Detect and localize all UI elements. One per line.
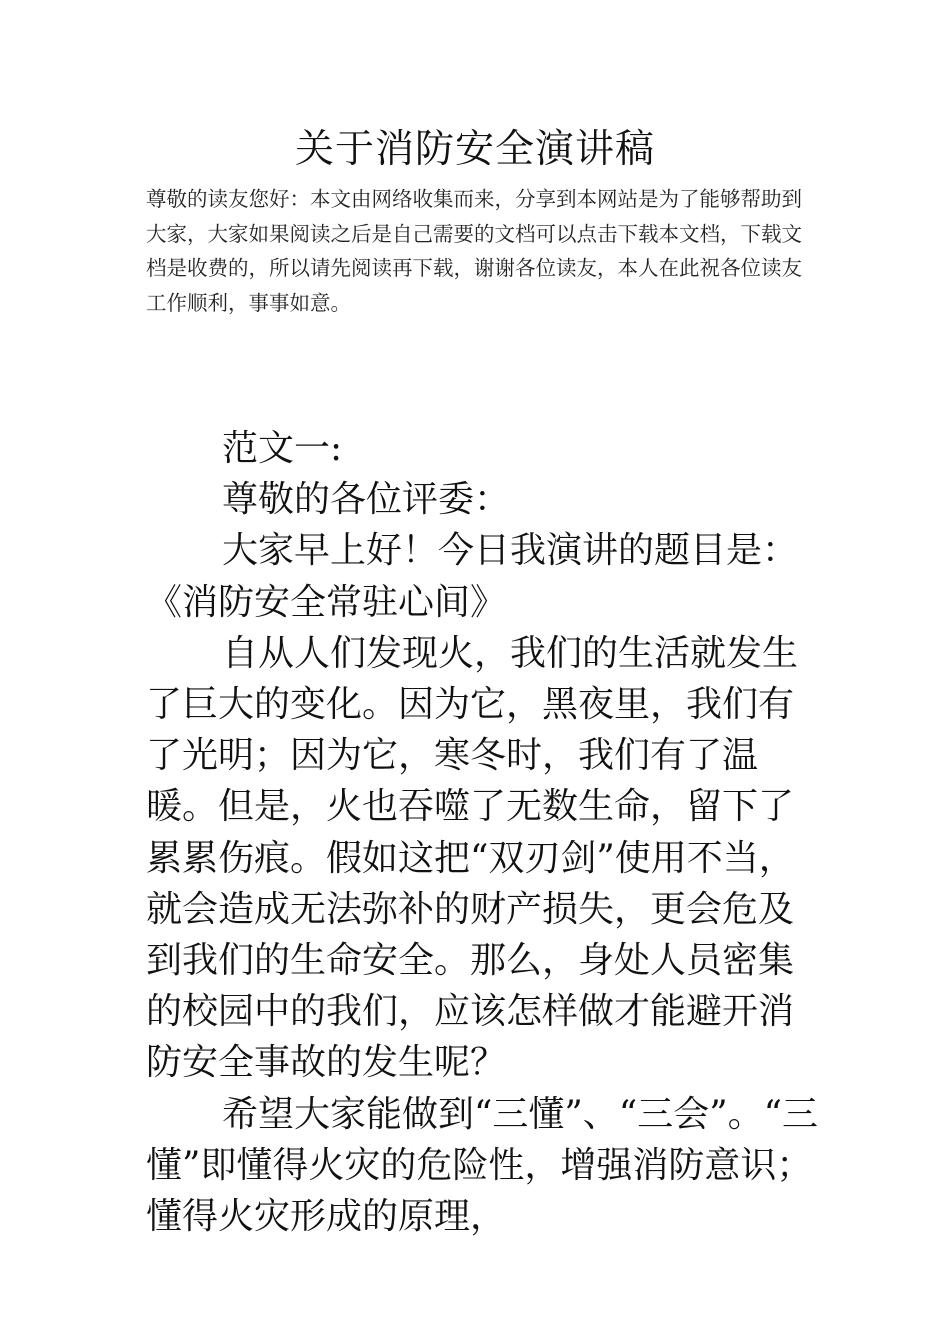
paragraph-salutation: 尊敬的各位评委： bbox=[222, 479, 511, 521]
paragraph-greeting: 大家早上好！今日我演讲的题目是：《消防安全常驻心间》 bbox=[146, 530, 799, 623]
paragraph-body: 希望大家能做到“三懂”、“三会”。“三懂”即懂得火灾的危险性，增强消防意识；懂得火灾形成的原理， bbox=[146, 1093, 819, 1238]
paragraph-heading: 范文一: bbox=[222, 428, 343, 469]
reader-notice: 尊敬的读友您好：本文由网络收集而来，分享到本网站是为了能够帮助到大家，大家如果阅读之后是自己需要的文档可以点击下载本文档，下载文档是收费的，所以请先阅读再下载，谢谢各位读友，本人在此祝各位读友工作顺利，事事如意。 bbox=[146, 187, 802, 315]
paragraph-body: 自从人们发现火，我们的生活就发生了巨大的变化。因为它，黑夜里，我们有了光明；因为它，寒冬时，我们有了温暖。但是，火也吞噬了无数生命，留下了累累伤痕。假如这把“双刃剑”使用不当，就会造成无法弥补的财产损失，更会危及到我们的生命安全。那么，身处人员密集的校园中的我们，应该怎样做才能避开消防安全事故的发生呢？ bbox=[146, 632, 799, 1084]
document-body bbox=[146, 423, 826, 1242]
document-title: 关于消防安全演讲稿 bbox=[294, 127, 655, 172]
